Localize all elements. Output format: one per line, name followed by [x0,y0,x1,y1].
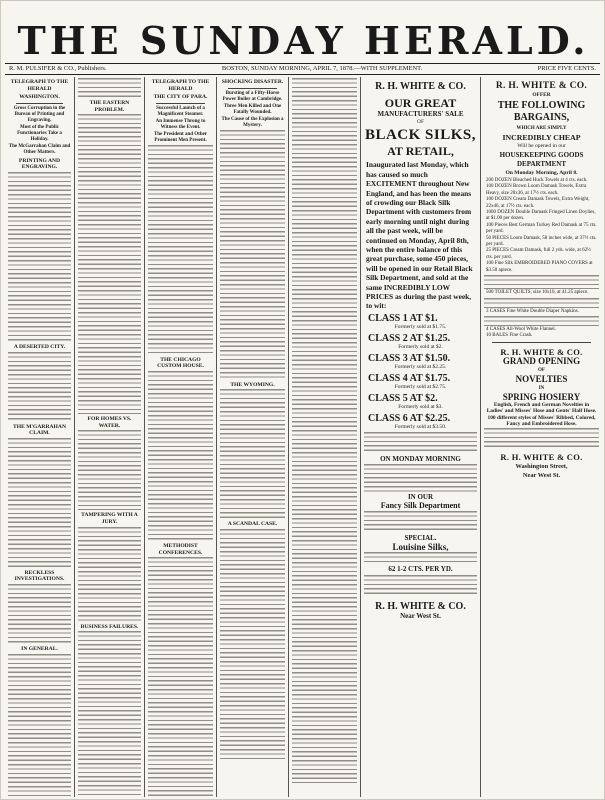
column-5 [289,77,361,797]
ad2-item: 100 DOZEN Brown Loom Damask Towels, Extra Heavy, size 20x36, at 17½ cts. each. [486,184,587,196]
ad2-desc: 100 different styles of Misses' Ribbed, Colored, Fancy and Embroidered Hose. [487,414,596,427]
ad-text [364,552,477,564]
ad-line: MANUFACTURERS' SALE [377,110,464,118]
dateline-bar [5,63,600,75]
ad2-item: 25 PIECES Cream Damask, full 2 yds. wide, at 62½ cts. per yard. [486,248,591,260]
col4-heading-2: THE WYOMING. [230,381,275,388]
ad2-line: OF [538,367,545,373]
ad-class-3: CLASS 3 AT $1.50. [368,352,451,364]
publisher: R. M. PULSIFER & CO., Publishers. [9,65,107,72]
article-text [8,654,71,797]
ad2-item: 10 BALES Fine Crash. [486,333,533,339]
issue-date: BOSTON, SUNDAY MORNING, APRIL 7, 1878.—WITH SUPPLEMENT. [221,65,423,72]
ad2-line: Will be opened in our [517,143,566,149]
col2-heading-1: THE EASTERN PROBLEM. [89,100,130,113]
col3-heading-1: TELEGRAPH TO THE HERALD [151,79,210,92]
ad-in-our: IN OUR [407,493,434,502]
ad2-spring-hosiery: SPRING HOSIERY [502,391,581,402]
col3-subhead-1: Successful Launch of a Magnificent Steamer. [156,105,205,117]
ad-line: OF [417,118,424,125]
ad2-line: IN [538,385,545,391]
divider [492,342,591,343]
ad2-text [484,275,599,289]
article-text [292,78,357,783]
masthead-title: THE SUNDAY HERALD. [17,18,590,63]
article-text [8,172,71,342]
ad-sold-1: Formerly sold at $1.75. [394,323,447,330]
price: PRICE FIVE CENTS. [537,65,596,72]
ad2-address-1: Washington Street, [515,463,568,471]
ad2-line: INCREDIBLY CHEAP [502,133,581,142]
article-text [78,527,141,622]
ad-class-2: CLASS 2 AT $1.25. [368,332,451,344]
ad-sold-6: Formerly sold at $3.50. [394,423,447,430]
col4-heading-1: SHOCKING DISASTER. [221,79,284,85]
ad-class-4: CLASS 4 AT $1.75. [368,372,451,384]
col3-subhead-2: An Immense Throng to Witness the Event. [155,118,206,130]
ad-louisine: Louisine Silks, [392,541,449,552]
ad2-desc: English, French and German Novelties in Ladies' and Misses' Hose and Gents' Half Hose. [486,401,597,415]
divider [228,88,277,89]
ad-bottom-firm: R. H. WHITE & CO. [375,600,466,612]
ad2-item: 3 CASES Fine White Double Diaper Napkins. [486,308,579,314]
ad2-grand-opening: GRAND OPENING [502,355,581,366]
col1-heading-5: THE M'GARRAHAN CLAIM. [13,423,66,437]
column-1 [5,77,75,797]
ad2-line: BARGAINS, [513,112,570,123]
ad-class-6: CLASS 6 AT $2.25. [368,412,451,424]
ad2-item: 100 Pieces Best German Turkey Red Damask at 75 cts. per yard. [486,222,597,235]
ad2-item: 200 DOZEN Bleached Huck Towels at 4 cts. each. [486,178,588,183]
ad-fancy-silk: Fancy Silk Department [380,500,461,510]
col1-subhead-2: Most of the Public Functionaries Take a Holiday. [17,124,62,142]
ad2-item: 1000 DOZEN Double Damask Fringed Linen Doylies, at $1.00 per dozen. [486,210,596,222]
ad2-line: OFFER [532,92,551,98]
col3-heading-3: THE CHICAGO CUSTOM HOUSE. [157,356,204,370]
ad2-line: HOUSEKEEPING GOODS DEPARTMENT [499,151,584,168]
ad-text [364,464,477,492]
col1-heading-7: IN GENERAL. [21,645,58,652]
ad-line: AT RETAIL, [387,144,454,159]
article-text [8,584,71,644]
col2-heading-2: FOR HOMES VS. WATER. [87,416,132,429]
article-text [220,130,285,380]
col2-heading-4: BUSINESS FAILURES. [80,623,139,630]
ad2-novelties: NOVELTIES [515,373,568,384]
divider [16,103,63,104]
ad-rate: 62 1-2 CTS. PER YD. [388,565,453,574]
article-text [78,631,141,797]
article-text [78,114,141,414]
article-text [78,430,141,510]
ad-sold-4: Formerly sold at $2.75. [394,383,447,390]
article-text [78,78,141,98]
col3-heading-4: METHODIST CONFERENCES. [158,542,203,556]
col3-heading-2: THE CITY OF PARA. [153,94,208,101]
columns [5,77,602,797]
column-3 [145,77,217,797]
column-2 [75,77,145,797]
ad2-item: 4 CASES All-Wool White Flannel. [486,326,556,332]
col1-heading-3: PRINTING AND ENGRAVING. [18,157,61,171]
ad-firm-name: R. H. WHITE & CO. [375,81,466,92]
ad2-item: 500 TOILET QUILTS, size 10x10, at 41.25 apiece. [486,290,589,296]
article-text [220,389,285,519]
col4-subhead-3: The Cause of the Explosion a Mystery. [221,116,284,128]
ad-black-silks-title: BLACK SILKS, [364,127,477,144]
ad-class-5: CLASS 5 AT $2. [368,392,438,404]
ad-text [364,511,477,533]
col1-subhead-1: Gross Corruption in the Bureau of Printing and Engraving. [13,105,66,123]
ad-special: SPECIAL. [404,534,437,543]
col1-subhead-3: The McGarrahan Claim and Other Matters. [8,143,71,155]
col4-subhead-1: Bursting of a Fifty-Horse Power Boiler at Cambridge. [222,90,283,102]
article-text [8,352,71,422]
divider [156,103,205,104]
col1-heading-4: A DESERTED CITY. [13,343,66,350]
ad-sold-5: Formerly sold at $3. [398,403,443,410]
ad-sold-2: Formerly sold at $2. [398,343,443,350]
ad2-line: THE FOLLOWING [497,100,586,111]
ad2-firm-name: R. H. WHITE & CO. [495,81,588,91]
ad-line: OUR GREAT [384,96,457,110]
article-text [8,438,71,568]
col4-heading-3: A SCANDAL CASE. [227,521,278,528]
ad2-address-2: Near West St. [522,472,561,480]
ad-paragraph: Inaugurated last Monday, which has caused so much EXCITEMENT throughout New England, and has been the means of crowding our Black Silk Department with customers from early morning until night during all the past week, will be continued on Monday, April 8th, when the entire balance of this great purchase, some 450 pieces, will be opened in our Retail Black Silk Department, and sold at the same INCREDIBLY LOW PRICES as during the past week, to wit: [366,160,473,311]
ad2-firm-name: R. H. WHITE & CO. [500,346,583,357]
ad-address: Near West St. [400,611,441,620]
col1-heading-1: TELEGRAPH TO THE HERALD [10,79,69,92]
ad2-text [484,316,599,326]
article-text [220,529,285,759]
article-text [148,371,213,541]
col2-heading-3: TAMPERING WITH A JURY. [81,512,138,525]
ad2-item: 50 PIECES Loom Damask, 58 inches wide, at 37½ cts. per yard. [486,235,597,248]
col1-heading-6: RECKLESS INVESTIGATIONS. [14,569,65,583]
ad2-text [484,428,599,448]
article-text [148,145,213,355]
ad2-text [484,298,599,308]
col3-subhead-3: The President and Other Prominent Men Present. [153,131,208,143]
col1-heading-2: WASHINGTON. [19,94,60,101]
ad-housekeeping [481,77,602,797]
ad2-line: On Monday Morning, April 8. [505,170,578,176]
article-text [148,557,213,797]
col4-subhead-2: Three Men Killed and One Fatally Wounded. [223,103,282,115]
ad-text [364,575,477,597]
ad-monday: ON MONDAY MORNING [380,454,461,463]
column-4 [217,77,289,797]
ad-text [364,432,477,454]
ad2-item: 100 Fine Silk EMBROIDERED PIANO COVERS at $3.50 apiece. [486,261,593,273]
ad2-item: 100 DOZEN Cream Damask Towels, Extra Weight, 22x46, at 17½ cts. each. [486,197,590,209]
ad-black-silks [361,77,481,797]
ad-sold-3: Formerly sold at $2.25. [394,363,447,370]
ad-class-1: CLASS 1 AT $1. [368,312,438,324]
ad2-bottom-firm: R. H. WHITE & CO. [500,452,583,463]
ad2-line: WHICH ARE SIMPLY [516,126,567,131]
